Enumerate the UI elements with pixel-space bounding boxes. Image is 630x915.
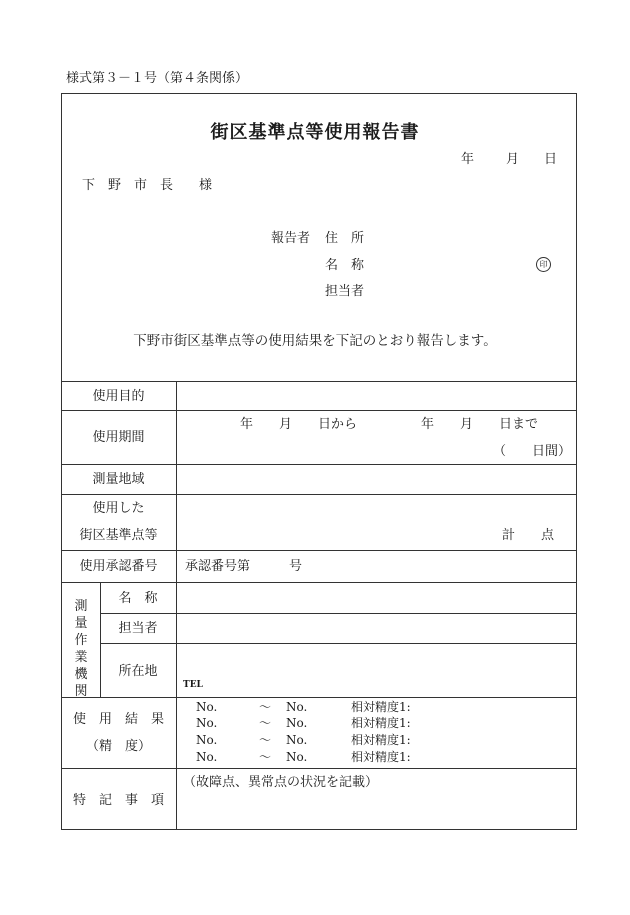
row-rule xyxy=(61,582,577,583)
approval-label: 使用承認番号 xyxy=(79,559,158,574)
reporter-name-label: 名 称 xyxy=(325,258,365,273)
result-row-no2: No. xyxy=(286,716,308,730)
purpose-field[interactable] xyxy=(177,382,576,409)
intro-sentence: 下野市街区基準点等の使用結果を下記のとおり報告します。 xyxy=(133,333,497,349)
row-rule xyxy=(61,768,577,769)
result-row-accuracy: 相対精度1: xyxy=(351,700,411,714)
row-rule xyxy=(61,550,577,551)
date-month: 月 xyxy=(506,152,520,167)
result-row-tilde: ～ xyxy=(259,716,272,730)
result-row-accuracy: 相対精度1: xyxy=(351,750,411,764)
result-row-accuracy: 相対精度1: xyxy=(351,716,411,730)
result-row-no1: No. xyxy=(196,733,218,747)
period-days: （ 日間） xyxy=(493,444,572,459)
tel-label: TEL xyxy=(183,680,203,690)
result-row-no1: No. xyxy=(196,716,218,730)
notes-label: 特 記 事 項 xyxy=(72,793,164,808)
row-rule xyxy=(61,697,577,698)
date-year: 年 xyxy=(461,152,475,167)
points-label-line1: 使用した xyxy=(92,501,145,516)
result-row-no2: No. xyxy=(286,733,308,747)
result-row-no1: No. xyxy=(196,750,218,764)
addressee: 下 野 市 長 様 xyxy=(82,178,213,193)
org-name-label: 名 称 xyxy=(118,591,158,606)
reporter-address-label: 住 所 xyxy=(325,231,365,246)
row-rule xyxy=(61,410,577,411)
org-label: 測量作業機関 xyxy=(74,599,88,699)
form-number: 様式第３－１号（第４条関係） xyxy=(66,71,249,86)
area-label: 測量地域 xyxy=(92,472,145,487)
points-label-line2: 街区基準点等 xyxy=(79,528,158,543)
table-label-divider xyxy=(176,381,177,830)
reporter-person-label: 担当者 xyxy=(325,284,365,299)
period-label: 使用期間 xyxy=(92,430,145,445)
result-row-no2: No. xyxy=(286,700,308,714)
org-location-label: 所在地 xyxy=(118,664,158,679)
reporter-label: 報告者 xyxy=(271,231,311,246)
result-row-accuracy: 相対精度1: xyxy=(351,733,411,747)
notes-field[interactable] xyxy=(177,790,576,829)
approval-value: 承認番号第 号 xyxy=(185,559,303,574)
points-total: 計 点 xyxy=(502,528,555,543)
seal-mark: 印 xyxy=(536,257,551,272)
result-label-line2: （精 度） xyxy=(85,739,151,754)
row-rule xyxy=(100,643,577,644)
area-field[interactable] xyxy=(177,465,576,493)
period-from: 年 月 日から xyxy=(240,417,358,432)
result-row-no1: No. xyxy=(196,700,218,714)
purpose-label: 使用目的 xyxy=(92,389,145,404)
row-rule xyxy=(100,613,577,614)
notes-hint: （故障点、異常点の状況を記載） xyxy=(183,775,379,790)
period-to: 年 月 日まで xyxy=(421,417,539,432)
row-rule xyxy=(61,494,577,495)
result-label-line1: 使 用 結 果 xyxy=(72,712,164,727)
result-row-tilde: ～ xyxy=(259,750,272,764)
date-day: 日 xyxy=(544,152,558,167)
org-person-label: 担当者 xyxy=(118,621,158,636)
result-row-tilde: ～ xyxy=(259,733,272,747)
result-row-tilde: ～ xyxy=(259,700,272,714)
document-title: 街区基準点等使用報告書 xyxy=(210,122,420,143)
result-row-no2: No. xyxy=(286,750,308,764)
